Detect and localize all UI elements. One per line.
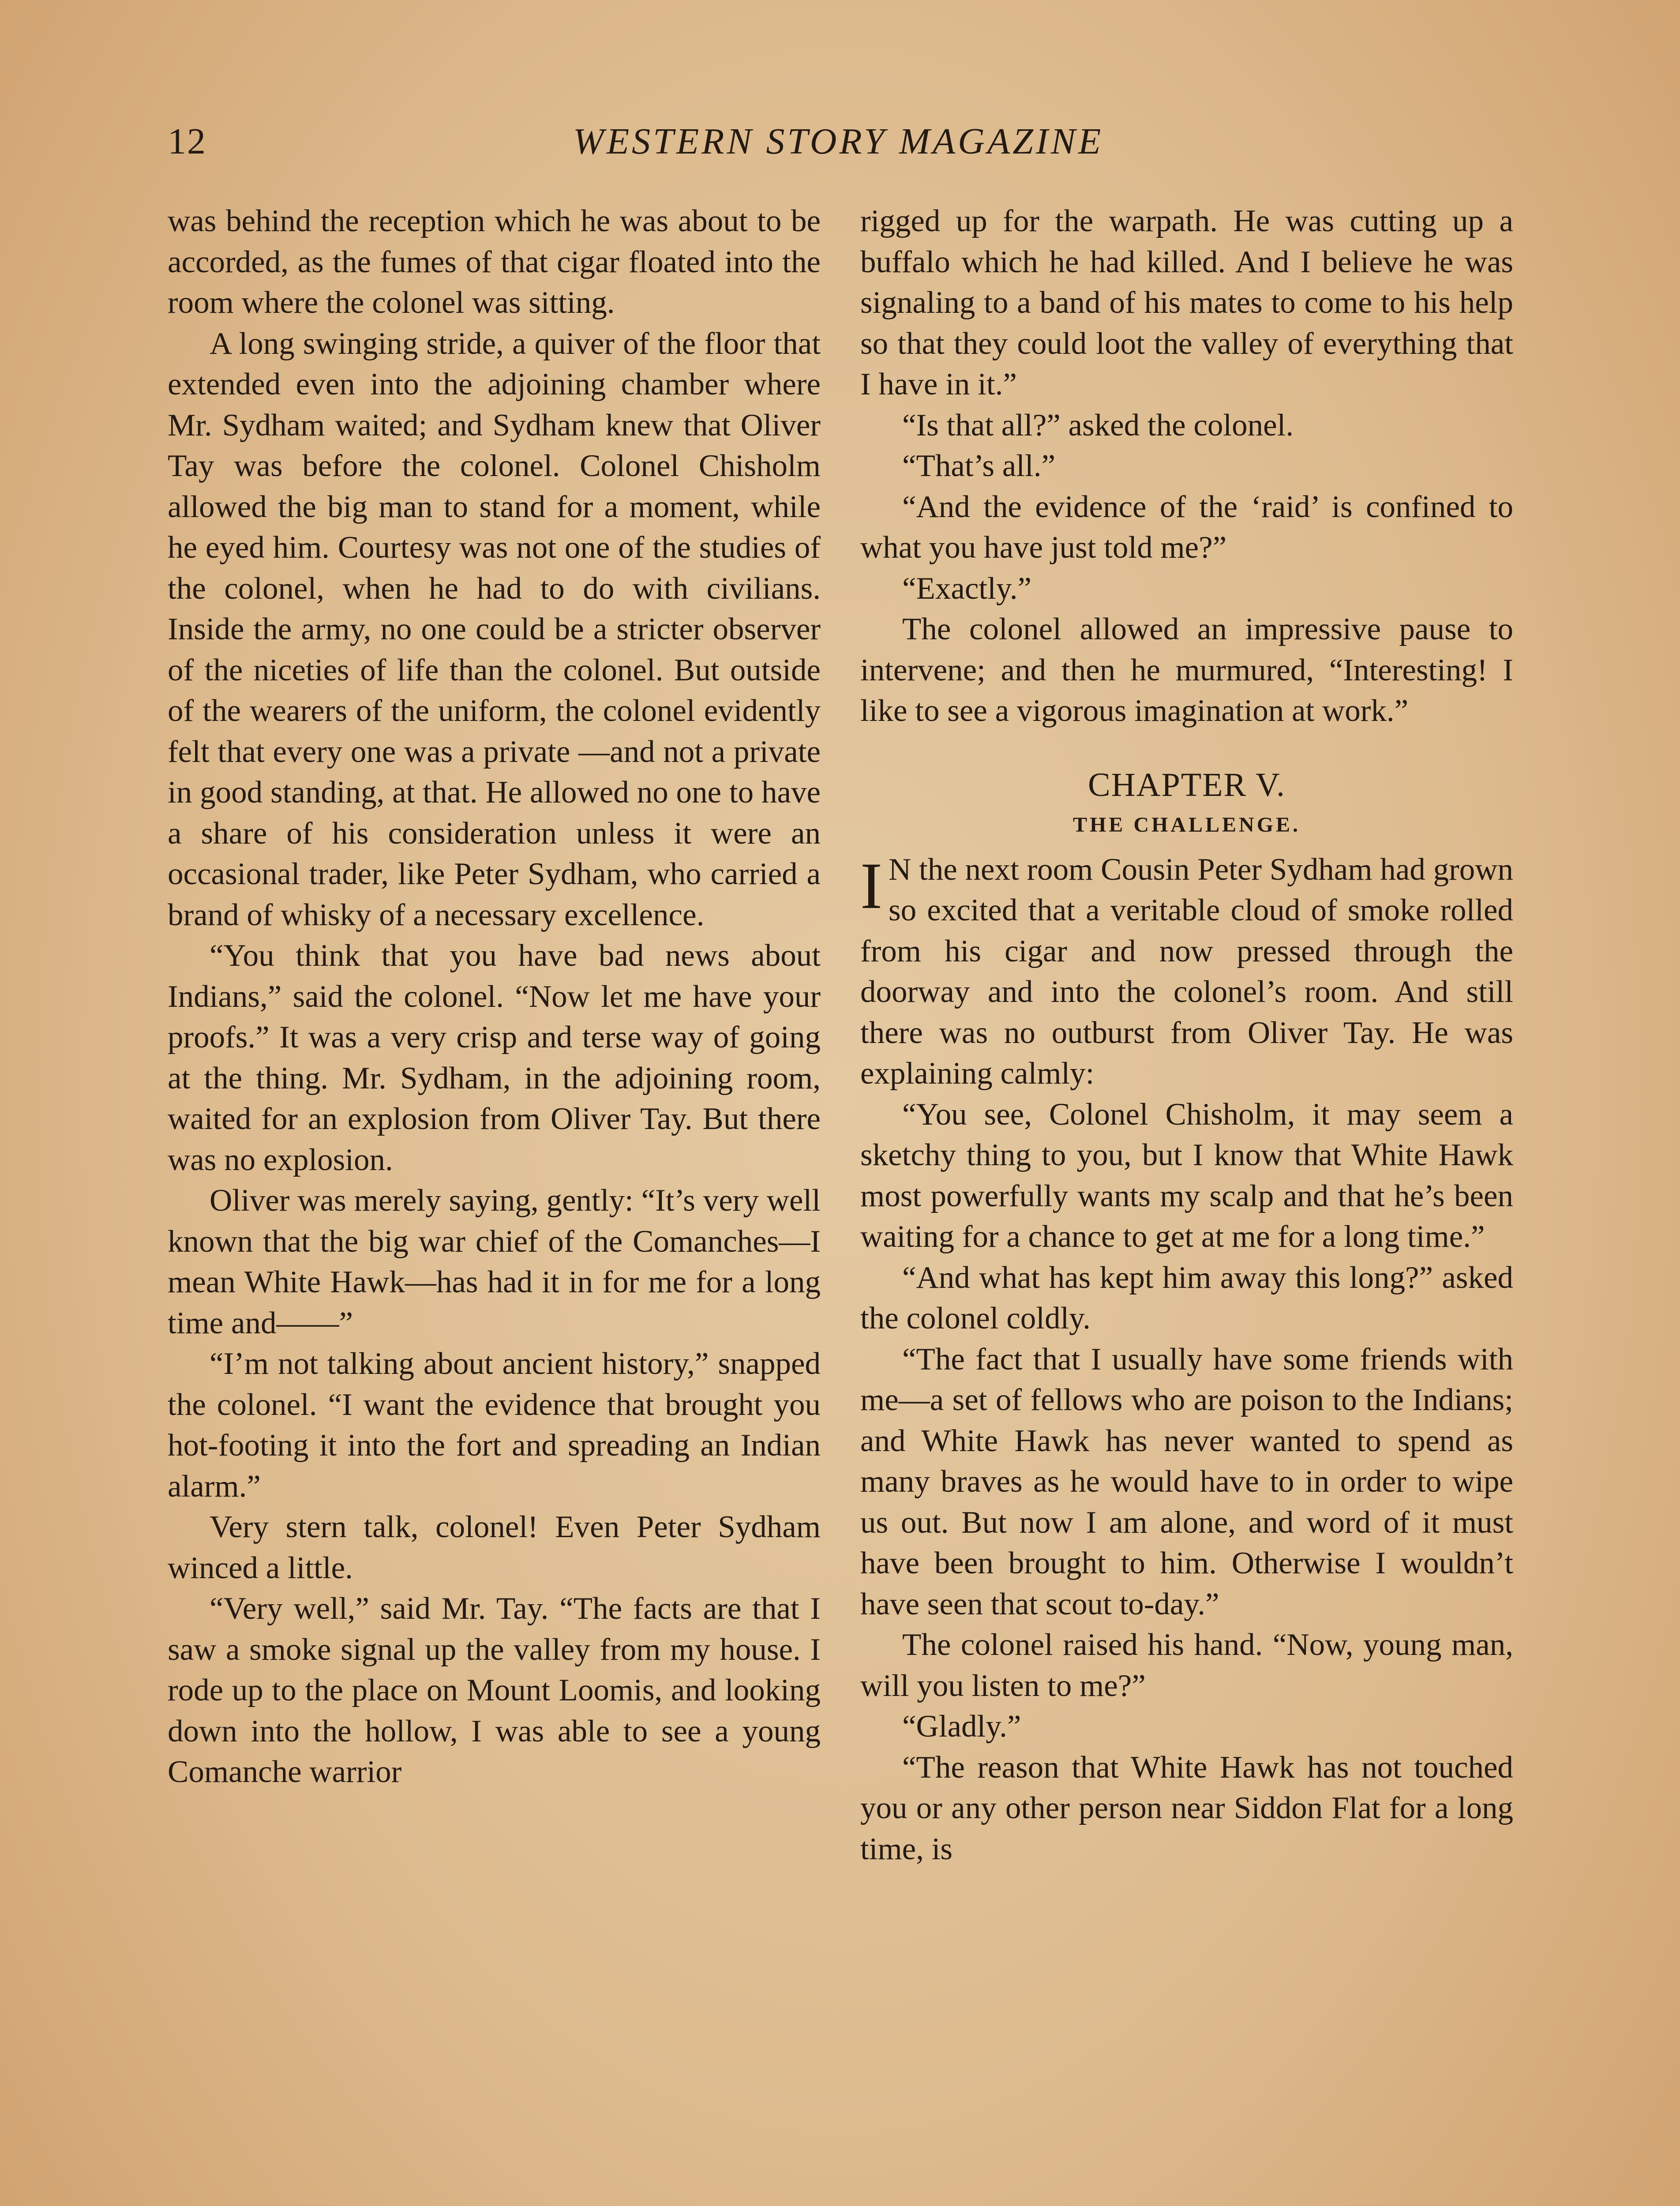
paragraph: “That’s all.” [902, 449, 1055, 483]
opening-paragraph-text: N the next room Cousin Peter Sydham had grown so excited that a veritable cloud of smoke rolled from his cigar and now pressed through the doorway and into the colonel’s room. And still there was no outburst from Oliver Tay. He was explaining calmly: [860, 852, 1513, 1091]
paragraph: The colonel raised his hand. “Now, young man, will you listen to me?” [860, 1628, 1513, 1703]
paragraph: was behind the reception which he was about to be accorded, as the fumes of that cigar floated into the room where the colonel was sitting. [168, 204, 821, 320]
paragraph: “The fact that I usually have some friends with me—a set of fellows who are poison to the Indians; and White Hawk has never wanted to spend as many braves as he would have to in order to wipe us out. But now I am alone, and word of it must have been brought to him. Otherwise I wouldn’t have seen that scout to-day.” [860, 1342, 1513, 1621]
paragraph: “Gladly.” [902, 1709, 1021, 1744]
paragraph: A long swinging stride, a quiver of the floor that extended even into the adjoining chamber where Mr. Sydham waited; and Sydham knew that Oliver Tay was before the colonel. Colonel Chisholm allowed the big man to stand for a moment, while he eyed him. Courtesy was not one of the studies of the colonel, when he had to do with civilians. Inside the army, no one could be a stricter observer of the niceties of life than the colonel. But outside of the wearers of the uniform, the colonel evidently felt that every one was a private —and not a private in good standing, at that. He allowed no one to have a share of his consideration unless it were an occasional trader, like Peter Sydham, who carried a brand of whisky of a necessary excellence. [168, 326, 821, 932]
paragraph: “I’m not talking about ancient history,” snapped the colonel. “I want the evidence that brought you hot-footing it into the fort and spreading an Indian alarm.” [168, 1347, 821, 1504]
paragraph: “Very well,” said Mr. Tay. “The facts are that I saw a smoke signal up the valley from my house. I rode up to the place on Mount Loomis, and looking down into the hollow, I was able to see a young Comanche warrior [168, 1591, 821, 1789]
right-text-column [860, 201, 1513, 2206]
page-number: 12 [168, 121, 206, 162]
paragraph: “You see, Colonel Chisholm, it may seem a sketchy thing to you, but I know that White Hawk most powerfully wants my scalp and that he’s been waiting for a chance to get at me for a long time.” [860, 1097, 1513, 1254]
paragraph: “The reason that White Hawk has not touched you or any other person near Siddon Flat for a long time, is [860, 1750, 1513, 1866]
page-header [168, 116, 1509, 182]
drop-cap: I [860, 849, 882, 923]
paragraph: “And what has kept him away this long?” asked the colonel coldly. [860, 1260, 1513, 1336]
chapter-heading: CHAPTER V. [1088, 766, 1286, 803]
running-title: WESTERN STORY MAGAZINE [573, 121, 1104, 162]
paragraph: “Exactly.” [902, 571, 1032, 606]
paragraph: Oliver was merely saying, gently: “It’s very well known that the big war chief of the Comanches—I mean White Hawk—has had it in for me for a long time and——” [168, 1183, 821, 1340]
paragraph: Very stern talk, colonel! Even Peter Sydham winced a little. [168, 1510, 821, 1585]
paragraph: rigged up for the warpath. He was cutting up a buffalo which he had killed. And I believe he was signaling to a band of his mates to come to his help so that they could loot the valley of everything that I have in it.” [860, 204, 1513, 401]
chapter-opening-paragraph [860, 849, 1513, 1094]
paragraph: “And the evidence of the ‘raid’ is confined to what you have just told me?” [860, 489, 1513, 565]
paragraph: “You think that you have bad news about Indians,” said the colonel. “Now let me have your proofs.” It was a very crisp and terse way of going at the thing. Mr. Sydham, in the adjoining room, waited for an explosion from Oliver Tay. But there was no explosion. [168, 938, 821, 1177]
paragraph: The colonel allowed an impressive pause to intervene; and then he murmured, “Interesting! I like to see a vigorous imagination at work.” [860, 612, 1513, 728]
left-text-column [168, 201, 821, 2206]
chapter-title: THE CHALLENGE. [1072, 813, 1301, 837]
paragraph: “Is that all?” asked the colonel. [902, 408, 1294, 443]
